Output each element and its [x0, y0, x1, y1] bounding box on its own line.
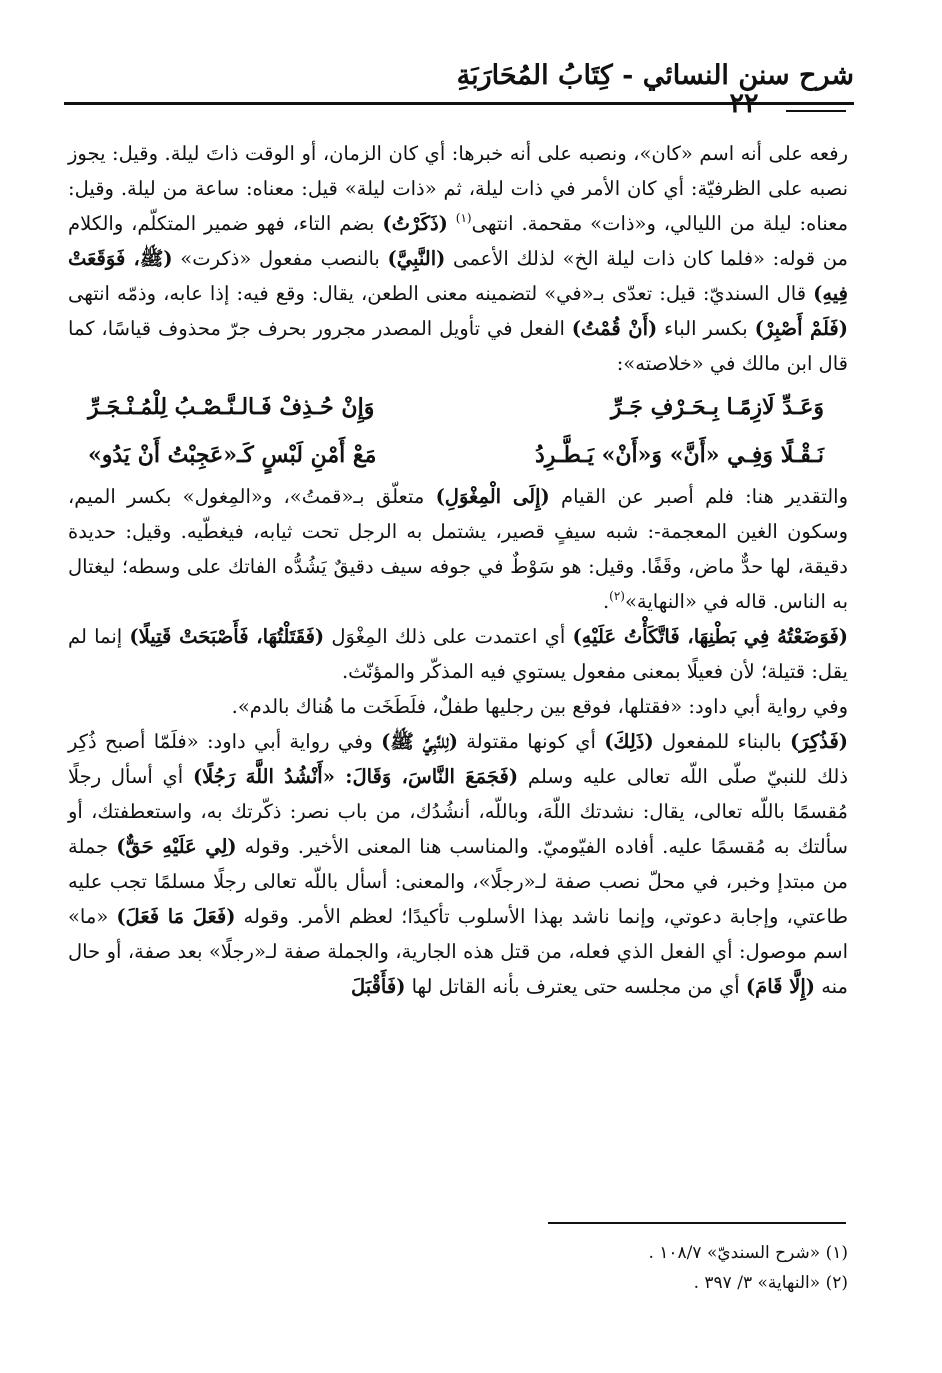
text-run: الفعل في تأويل المصدر مجرور بحرف جرّ محذوف قياسًا، كما قال ابن مالك في «خلاصته»:	[68, 317, 848, 375]
text-run: بالنصب مفعول «ذكرت»	[172, 247, 388, 270]
page-number-rule-bottom	[786, 110, 846, 112]
text-run: جملة من مبتدإ وخبر، في محلّ نصب صفة لـ«رجلًا»، والمعنى: أسأل باللّه تعالى رجلًا مسلمًا تجب عليه طاعتي، وإجابة دعوتي، وإنما ناشد بهذا الأسلوب تأكيدًا؛ لعظم الأمر. وقوله	[68, 835, 848, 928]
footnote-ref: (١)	[455, 211, 472, 225]
paragraph	[68, 479, 848, 619]
matn-quote: (فَأَقْبَلَ	[350, 975, 406, 998]
footnote: (١) «شرح السنديّ» ١٠٨/٧ .	[648, 1243, 848, 1263]
matn-quote: (فَعَلَ مَا فَعَلَ)	[116, 905, 236, 928]
matn-quote: (فَوَضَعْتُهُ فِي بَطْنِهَا، فَاتَّكَأْتُ عَلَيْهِ)	[572, 625, 848, 648]
text-run: وفي رواية أبي داود: «فقتلها، فوقع بين رجليها طفلٌ، فلَطَخَت ما هُناك بالدم».	[231, 695, 848, 718]
matn-quote: (ذَلِكَ)	[604, 730, 654, 753]
text-run: والتقدير هنا: فلم أصبر عن القيام	[549, 485, 849, 508]
text-run: إنما لم يقل: قتيلة؛ لأن فعيلًا بمعنى مفعول يستوي فيه المذكّر والمؤنّث.	[68, 625, 848, 683]
paragraph	[68, 724, 848, 1004]
text-run: «ما» اسم موصول: أي الفعل الذي فعله، من قتل هذه الجارية، والجملة صفة لـ«رجلًا» بعد صفة، أو حال منه	[68, 905, 848, 998]
poem	[68, 383, 848, 479]
text-run: .	[602, 590, 610, 613]
matn-quote: (فَقَتَلْتُهَا، فَأَصْبَحَتْ قَتِيلًا)	[129, 625, 325, 648]
text-run: أي كونها مقتولة	[457, 730, 605, 753]
paragraph	[68, 689, 848, 724]
footnotes	[68, 1238, 848, 1298]
paragraph	[68, 619, 848, 689]
paragraph	[68, 136, 848, 381]
matn-quote: (النَّبِيَّ)	[387, 247, 446, 270]
matn-quote: (إِلَّا قَامَ)	[745, 975, 816, 998]
matn-quote: (ﷺ، فَوَقَعَتْ فِيهِ)	[68, 247, 848, 305]
matn-quote: (فَذُكِرَ)	[789, 730, 849, 753]
page-number: ٢٢	[729, 88, 759, 119]
text-run: متعلّق بـ«قمتُ»، و«المِغول» بكسر الميم، وسكون الغين المعجمة-: شبه سيفٍ قصير، يشتمل به الرجل تحت ثيابه، فيغطّيه. وقيل: حديدة دقيقة، لها حدٌّ ماض، وقَفًا. وقيل: هو سَوْطٌ في جوفه سيف دقيقٌ يَشُدُّه الفاتك على وسطه؛ ليغتال به الناس. قاله في «النهاية»	[68, 485, 848, 613]
text-run: بكسر الباء	[657, 317, 755, 340]
footnote-ref: (٢)	[609, 589, 625, 603]
text-run: أي اعتمدت على ذلك المِغْوَل	[324, 625, 573, 648]
text-run: رفعه على أنه اسم «كان»، ونصبه على أنه خبرها: أي كان الزمان، أو الوقت ذاتَ ليلة. وقيل: يجوز نصبه على الظرفيّة: أي كان الأمر في ذات ليلة، ثم «ذات ليلة» قيل: معناه: ساعة من ليلة. وقيل: معناه: ليلة من الليالي، و«ذات» مقحمة. انتهى	[68, 142, 849, 235]
hemistich: وَإِنْ حُـذِفْ فَـالـنَّـصْـبُ لِلْمُـنْـجَـرِّ	[88, 394, 375, 420]
footnote: (٢) «النهاية» ٣/ ٣٩٧ .	[693, 1273, 848, 1293]
hemistich: نَـقْـلًا وَفِـي «أَنَّ» وَ«أَنْ» يَـطَّـرِدُ	[535, 442, 824, 468]
hemistich: مَعْ أَمْنِ لَبْسٍ كَـ«عَجِبْتُ أَنْ يَدُو»	[88, 442, 377, 468]
text-run: بالبناء للمفعول	[653, 730, 790, 753]
matn-quote: (فَلَمْ أَصْبِرْ)	[754, 317, 848, 340]
body-text	[68, 136, 848, 1004]
matn-quote: (ذَكَرْتُ)	[382, 212, 448, 235]
poem-verse	[68, 431, 848, 479]
text-run: أي من مجلسه حتى يعترف بأنه القاتل لها	[405, 975, 746, 998]
matn-quote: (لِلنَّبِيِّ ﷺ)	[381, 730, 458, 753]
poem-verse	[68, 383, 848, 431]
footnote-rule	[548, 1222, 846, 1224]
text-run: أي أسأل رجلًا مُقسمًا باللّه تعالى، يقال: نشدتك اللّهَ، وباللّه، أنشُدُك، من باب نصر: ذكّرتك به، واستعطفتك، أو سألتك به مُقسمًا عليه. أفاده الفيّوميّ. والمناسب هنا المعنى الأخير. وقوله	[68, 765, 848, 858]
text-run: بضم التاء، فهو ضمير المتكلّم، والكلام من قوله: «فلما كان ذات ليلة الخ» لذلك الأعمى	[68, 212, 848, 270]
text-run: قال السنديّ: قيل: تعدّى بـ«في» لتضمينه معنى الطعن، يقال: وقع فيه: إذا عابه، وذمّه انتهى	[68, 282, 814, 305]
matn-quote: (لِي عَلَيْهِ حَقٌّ)	[116, 835, 237, 858]
matn-quote: (أَنْ قُمْتُ)	[571, 317, 658, 340]
matn-quote: (إِلَى الْمِغْوَلِ)	[435, 485, 550, 508]
running-title: شرح سنن النسائي - كِتَابُ المُحَارَبَةِ	[456, 60, 854, 91]
text-run: وفي رواية أبي داود: «فلَمّا أصبح ذُكِر ذلك للنبيّ صلّى اللّه تعالى عليه وسلم	[68, 730, 849, 788]
matn-quote: (فَجَمَعَ النَّاسَ، وَقَالَ: «أَنْشُدُ اللَّهَ رَجُلًا)	[192, 765, 519, 788]
page-number-rule-top	[786, 102, 846, 104]
hemistich: وَعَـدِّ لَازِمًـا بِـحَـرْفِ جَـرِّ	[610, 394, 824, 420]
